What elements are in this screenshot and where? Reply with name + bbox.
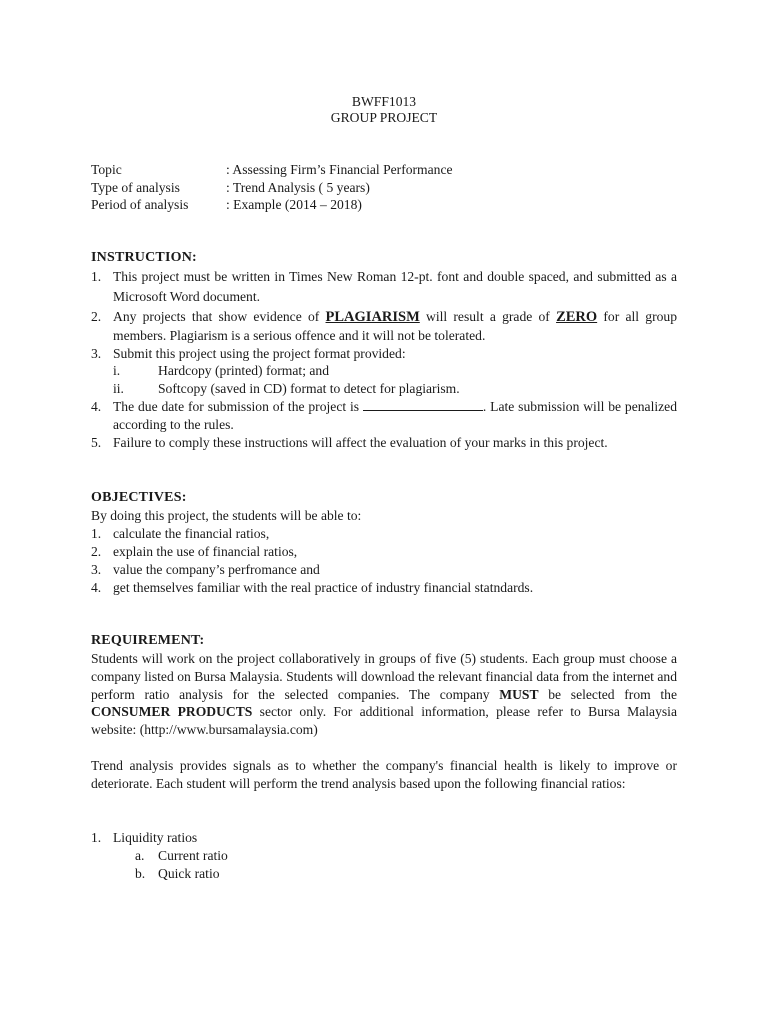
info-value-period: : Example (2014 – 2018) — [226, 197, 362, 212]
course-code: BWFF1013 — [351, 94, 417, 109]
list-text: The due date for submission of the project is . Late submission will be penalized according to the rules. — [113, 399, 678, 432]
ratio-item: Quick ratio — [158, 866, 220, 881]
requirement-heading: REQUIREMENT: — [91, 633, 205, 648]
list-text: This project must be written in Times New Roman 12-pt. font and double spaced, and submitted as a Microsoft Word document. — [113, 269, 677, 304]
info-label-topic: Topic — [91, 162, 122, 177]
list-number: 2. — [91, 309, 102, 324]
instruction-heading: INSTRUCTION: — [91, 250, 197, 265]
list-number: 3. — [91, 346, 102, 361]
instruction-item-4 — [91, 398, 677, 433]
instruction-item-5 — [91, 434, 677, 452]
ratio-letter: b. — [135, 866, 146, 881]
instruction-item-1 — [91, 267, 677, 307]
instruction-item-3 — [91, 345, 677, 363]
list-number: 1. — [91, 269, 102, 284]
objective-item-3: 3. value the company’s perfromance and — [91, 562, 320, 577]
document-title: GROUP PROJECT — [330, 110, 438, 125]
ratio-group-number: 1. — [91, 830, 102, 845]
must-emphasis: MUST — [499, 686, 539, 702]
list-text: Any projects that show evidence of PLAGIARISM will result a grade of ZERO for all group members. Plagiarism is a serious offence and it will not be tolerated. — [113, 309, 677, 343]
zero-emphasis: ZERO — [556, 309, 598, 325]
objectives-intro: By doing this project, the students will be able to: — [91, 508, 362, 523]
requirement-paragraph-1: Students will work on the project collaboratively in groups of five (5) students. Each group must choose a company listed on Bursa Malaysia. Students will download the relevant financial data from the internet and perform ratio analysis for the selected companies. The company MUST be selected from the CONSUMER PRODUCTS sector only. For additional information, please refer to Bursa Malaysia website: (http://www.bursamalaysia.com) — [91, 651, 677, 738]
due-date-blank — [363, 398, 483, 411]
objective-item-1: 1. calculate the financial ratios, — [91, 526, 270, 541]
plagiarism-emphasis: PLAGIARISM — [325, 309, 420, 325]
requirement-paragraph-2: Trend analysis provides signals as to whether the company's financial health is likely to improve or deteriorate. Each student will perform the trend analysis based upon the following financial ratios: — [91, 758, 677, 791]
sector-emphasis: CONSUMER PRODUCTS — [91, 704, 253, 720]
objective-item-2: 2. explain the use of financial ratios, — [91, 544, 298, 559]
sub-item-numeral: i. — [113, 363, 121, 378]
info-label-type: Type of analysis — [91, 180, 180, 195]
sub-item-text: Hardcopy (printed) format; and — [158, 363, 329, 378]
info-value-type: : Trend Analysis ( 5 years) — [226, 180, 370, 195]
objective-item-4: 4. get themselves familiar with the real practice of industry financial statndards. — [91, 580, 534, 595]
objectives-heading: OBJECTIVES: — [91, 490, 187, 505]
instruction-item-2 — [91, 308, 677, 345]
info-label-period: Period of analysis — [91, 197, 189, 212]
list-text: Submit this project using the project format provided: — [113, 346, 406, 361]
info-value-topic: : Assessing Firm’s Financial Performance — [226, 162, 453, 177]
list-number: 5. — [91, 435, 102, 450]
ratio-group-title: Liquidity ratios — [113, 830, 198, 845]
list-text: Failure to comply these instructions will affect the evaluation of your marks in this project. — [113, 435, 608, 450]
list-number: 4. — [91, 399, 102, 414]
ratio-item: Current ratio — [158, 848, 228, 863]
ratio-letter: a. — [135, 848, 145, 863]
sub-item-text: Softcopy (saved in CD) format to detect for plagiarism. — [158, 381, 460, 396]
sub-item-numeral: ii. — [113, 381, 124, 396]
